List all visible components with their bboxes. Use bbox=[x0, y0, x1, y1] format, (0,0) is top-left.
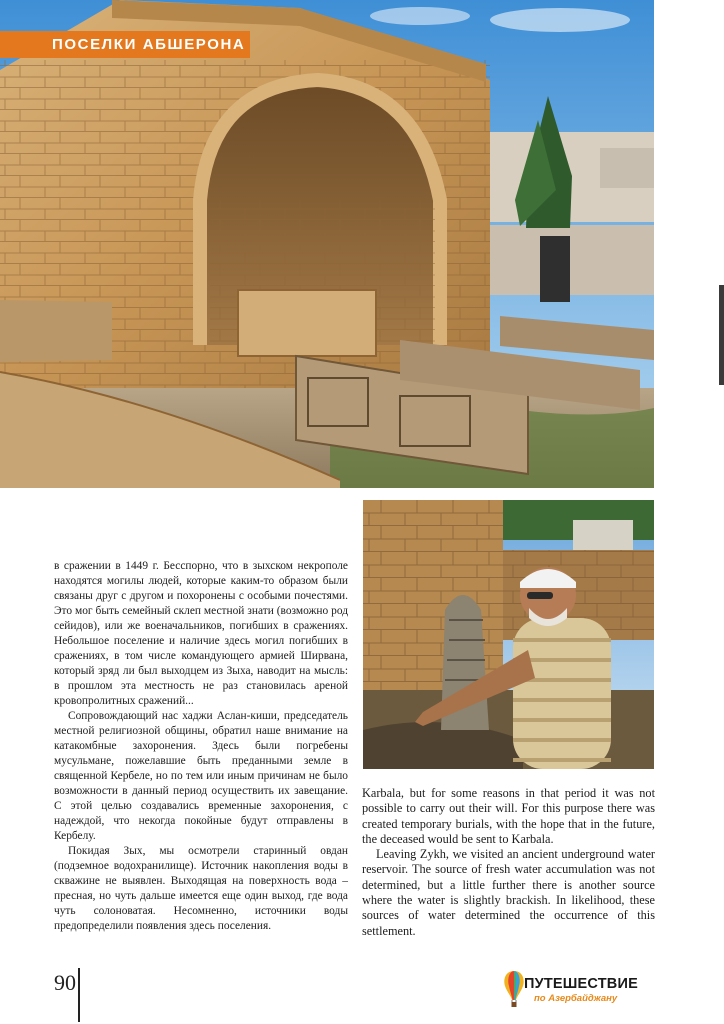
ru-paragraph: Покидая Зых, мы осмотрели старинный овдан (подземное водохранилище). Источник накопления воды в скважине не выявлен. Выходящая на поверхность вода – пресная, но чуть дальше имеется еще один выход, где вода чуть солоноватая. Несомненно, источники воды предопределили появления здесь поселения. bbox=[54, 845, 348, 932]
section-label: ПОСЕЛКИ АБШЕРОНА bbox=[52, 36, 246, 53]
article-russian-column bbox=[54, 559, 348, 934]
section-label-band bbox=[0, 31, 250, 58]
page-number-divider bbox=[78, 968, 80, 1022]
en-paragraph: Leaving Zykh, we visited an ancient underground water reservoir. The source of fresh water accumulation was not determined, but a little further there is another source where the water is slightly brackish. In likelihood, these sources of water determined the occurrence of this settlement. bbox=[362, 847, 655, 938]
man-pointing-at-gravestones-photo bbox=[363, 500, 654, 769]
ru-paragraph: в сражении в 1449 г. Бесспорно, что в зыхском некрополе находятся могилы людей, которые каким-то образом были связаны друг с другом и похоронены с особыми почестями. Это мог быть семейный склеп местной знати (возможно род сейидов), или же военачальников, погибших в сражениях. Небольшое поселение и наличие здесь могил погибших в сражениях, в том числе командующего армией Ширвана, который зряд ли был выходцем из Зыха, наводит на мысль: в прошлом эта местность не раз становилась ареной кровопролитных сражений... bbox=[54, 560, 348, 707]
hot-air-balloon-icon bbox=[503, 970, 525, 1010]
magazine-logo[interactable] bbox=[503, 968, 663, 1014]
logo-title: ПУТЕШЕСТВИЕ bbox=[524, 976, 638, 992]
ru-paragraph: Сопровождающий нас хаджи Аслан-киши, председатель местной религиозной общины, обратил наше внимание на катакомбные захоронения. Здесь были погребены мусульмане, пожелавшие быть преданными земле в священной Кербеле, но по тем или иным причинам не было возможности в данный период осуществить их завещание. С этой целью создавались временные захоронения, с надеждой, что некогда покойные будут отправлены в Кербелу. bbox=[54, 710, 348, 842]
logo-subtitle: по Азербайджану bbox=[534, 993, 618, 1004]
stone-arched-tomb-photo bbox=[0, 0, 654, 488]
en-paragraph: Karbala, but for some reasons in that period it was not possible to carry out their will. For this purpose there was created temporary burials, with the hope that in the future, the deceased would be sent to Karbala. bbox=[362, 786, 655, 846]
page-number: 90 bbox=[54, 970, 76, 995]
article-english-column bbox=[362, 786, 655, 939]
page-edge-mark bbox=[719, 285, 724, 385]
